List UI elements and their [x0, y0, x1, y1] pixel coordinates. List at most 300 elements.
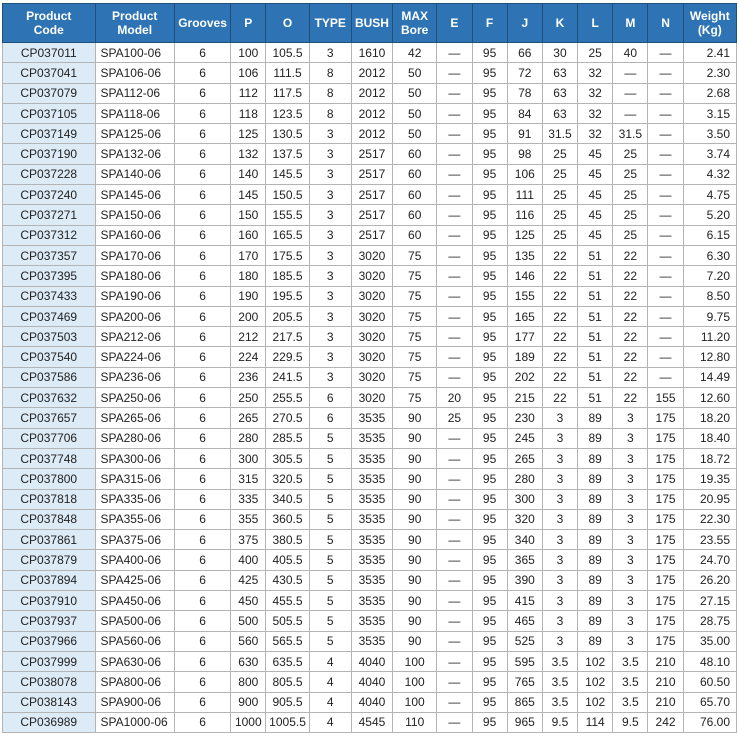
- cell-max-bore: 90: [393, 448, 437, 468]
- header-label: O: [282, 16, 293, 30]
- cell-n: 175: [648, 591, 683, 611]
- cell-m: 25: [613, 144, 648, 164]
- cell-o: 305.5: [266, 448, 309, 468]
- cell-n: 175: [648, 469, 683, 489]
- cell-k: 3: [542, 448, 577, 468]
- cell-j: 965: [507, 712, 542, 732]
- cell-product-code: CP037312: [3, 225, 96, 245]
- cell-grooves: 6: [174, 672, 230, 692]
- cell-weight: 4.32: [683, 164, 736, 184]
- cell-product-code: CP037011: [3, 43, 96, 63]
- cell-p: 236: [231, 367, 266, 387]
- cell-e: —: [437, 692, 472, 712]
- cell-type: 3: [309, 245, 351, 265]
- cell-grooves: 6: [174, 651, 230, 671]
- table-row: [3, 164, 737, 184]
- cell-e: —: [437, 327, 472, 347]
- cell-weight: 23.55: [683, 530, 736, 550]
- cell-type: 3: [309, 266, 351, 286]
- cell-f: 95: [472, 185, 507, 205]
- table-row: [3, 124, 737, 144]
- header-label: P: [244, 16, 253, 30]
- cell-o: 565.5: [266, 631, 309, 651]
- cell-k: 25: [542, 205, 577, 225]
- cell-max-bore: 90: [393, 469, 437, 489]
- cell-type: 3: [309, 144, 351, 164]
- cell-weight: 27.15: [683, 591, 736, 611]
- cell-n: —: [648, 225, 683, 245]
- cell-o: 150.5: [266, 185, 309, 205]
- cell-grooves: 6: [174, 509, 230, 529]
- table-row: [3, 225, 737, 245]
- cell-o: 185.5: [266, 266, 309, 286]
- cell-grooves: 6: [174, 306, 230, 326]
- cell-e: —: [437, 448, 472, 468]
- cell-k: 25: [542, 185, 577, 205]
- cell-product-code: CP037879: [3, 550, 96, 570]
- cell-n: —: [648, 164, 683, 184]
- cell-k: 3.5: [542, 692, 577, 712]
- cell-e: —: [437, 530, 472, 550]
- cell-e: —: [437, 205, 472, 225]
- cell-j: 265: [507, 448, 542, 468]
- cell-j: 66: [507, 43, 542, 63]
- cell-o: 217.5: [266, 327, 309, 347]
- cell-e: —: [437, 43, 472, 63]
- table-row: [3, 651, 737, 671]
- cell-product-code: CP037469: [3, 306, 96, 326]
- header-row: [3, 4, 737, 43]
- cell-product-code: CP037748: [3, 448, 96, 468]
- cell-j: 189: [507, 347, 542, 367]
- cell-j: 146: [507, 266, 542, 286]
- cell-o: 205.5: [266, 306, 309, 326]
- cell-k: 3.5: [542, 651, 577, 671]
- header-weight: [683, 4, 736, 43]
- cell-j: 91: [507, 124, 542, 144]
- cell-j: 865: [507, 692, 542, 712]
- cell-p: 106: [231, 63, 266, 83]
- cell-product-code: CP037357: [3, 245, 96, 265]
- cell-product-code: CP037586: [3, 367, 96, 387]
- cell-p: 170: [231, 245, 266, 265]
- cell-grooves: 6: [174, 286, 230, 306]
- cell-product-model: SPA112-06: [95, 83, 174, 103]
- cell-p: 250: [231, 388, 266, 408]
- cell-product-model: SPA212-06: [95, 327, 174, 347]
- cell-e: 20: [437, 388, 472, 408]
- cell-l: 51: [578, 327, 613, 347]
- cell-max-bore: 75: [393, 327, 437, 347]
- cell-e: —: [437, 489, 472, 509]
- cell-l: 51: [578, 306, 613, 326]
- cell-e: 25: [437, 408, 472, 428]
- cell-product-model: SPA375-06: [95, 530, 174, 550]
- cell-grooves: 6: [174, 63, 230, 83]
- cell-max-bore: 50: [393, 63, 437, 83]
- cell-f: 95: [472, 591, 507, 611]
- cell-n: 242: [648, 712, 683, 732]
- cell-k: 25: [542, 225, 577, 245]
- cell-o: 505.5: [266, 611, 309, 631]
- cell-j: 280: [507, 469, 542, 489]
- cell-type: 3: [309, 205, 351, 225]
- cell-p: 190: [231, 286, 266, 306]
- cell-type: 3: [309, 347, 351, 367]
- cell-product-model: SPA145-06: [95, 185, 174, 205]
- cell-type: 4: [309, 712, 351, 732]
- cell-product-code: CP037818: [3, 489, 96, 509]
- cell-product-model: SPA500-06: [95, 611, 174, 631]
- cell-product-model: SPA1000-06: [95, 712, 174, 732]
- cell-type: 5: [309, 448, 351, 468]
- cell-weight: 8.50: [683, 286, 736, 306]
- cell-grooves: 6: [174, 448, 230, 468]
- cell-n: —: [648, 144, 683, 164]
- table-row: [3, 672, 737, 692]
- cell-p: 212: [231, 327, 266, 347]
- cell-k: 30: [542, 43, 577, 63]
- cell-product-code: CP036989: [3, 712, 96, 732]
- cell-o: 137.5: [266, 144, 309, 164]
- cell-weight: 19.35: [683, 469, 736, 489]
- cell-bush: 3020: [351, 306, 392, 326]
- cell-type: 3: [309, 164, 351, 184]
- cell-e: —: [437, 225, 472, 245]
- cell-type: 5: [309, 631, 351, 651]
- cell-f: 95: [472, 266, 507, 286]
- cell-product-model: SPA170-06: [95, 245, 174, 265]
- cell-weight: 7.20: [683, 266, 736, 286]
- table-row: [3, 63, 737, 83]
- cell-p: 900: [231, 692, 266, 712]
- cell-o: 130.5: [266, 124, 309, 144]
- cell-o: 285.5: [266, 428, 309, 448]
- cell-m: 25: [613, 164, 648, 184]
- cell-product-model: SPA265-06: [95, 408, 174, 428]
- cell-f: 95: [472, 225, 507, 245]
- cell-m: 3: [613, 570, 648, 590]
- cell-grooves: 6: [174, 245, 230, 265]
- cell-weight: 22.30: [683, 509, 736, 529]
- table-row: [3, 712, 737, 732]
- pulley-spec-table: [2, 3, 737, 733]
- cell-p: 112: [231, 83, 266, 103]
- table-row: [3, 469, 737, 489]
- table-row: [3, 428, 737, 448]
- table-row: [3, 631, 737, 651]
- cell-f: 95: [472, 428, 507, 448]
- cell-bush: 3535: [351, 448, 392, 468]
- cell-product-model: SPA200-06: [95, 306, 174, 326]
- cell-n: 210: [648, 672, 683, 692]
- cell-n: —: [648, 367, 683, 387]
- cell-bush: 3535: [351, 631, 392, 651]
- header-label: Model: [117, 23, 153, 37]
- cell-type: 8: [309, 103, 351, 123]
- header-k: [542, 4, 577, 43]
- cell-o: 430.5: [266, 570, 309, 590]
- cell-n: —: [648, 347, 683, 367]
- header-type: [309, 4, 351, 43]
- table-row: [3, 509, 737, 529]
- cell-j: 84: [507, 103, 542, 123]
- cell-l: 45: [578, 205, 613, 225]
- cell-f: 95: [472, 651, 507, 671]
- cell-e: —: [437, 509, 472, 529]
- cell-grooves: 6: [174, 611, 230, 631]
- cell-o: 405.5: [266, 550, 309, 570]
- cell-grooves: 6: [174, 550, 230, 570]
- cell-m: 3: [613, 489, 648, 509]
- cell-f: 95: [472, 83, 507, 103]
- cell-product-code: CP037240: [3, 185, 96, 205]
- cell-o: 145.5: [266, 164, 309, 184]
- cell-bush: 3535: [351, 611, 392, 631]
- cell-bush: 1610: [351, 43, 392, 63]
- cell-m: 22: [613, 245, 648, 265]
- cell-p: 500: [231, 611, 266, 631]
- cell-product-model: SPA140-06: [95, 164, 174, 184]
- cell-product-code: CP037966: [3, 631, 96, 651]
- cell-p: 315: [231, 469, 266, 489]
- cell-max-bore: 75: [393, 388, 437, 408]
- cell-f: 95: [472, 672, 507, 692]
- cell-e: —: [437, 631, 472, 651]
- cell-p: 450: [231, 591, 266, 611]
- cell-product-code: CP037937: [3, 611, 96, 631]
- table-row: [3, 388, 737, 408]
- cell-p: 280: [231, 428, 266, 448]
- cell-product-code: CP037706: [3, 428, 96, 448]
- cell-product-model: SPA100-06: [95, 43, 174, 63]
- cell-weight: 6.15: [683, 225, 736, 245]
- cell-type: 3: [309, 43, 351, 63]
- cell-grooves: 6: [174, 530, 230, 550]
- cell-type: 6: [309, 388, 351, 408]
- header-label: Product: [112, 9, 158, 23]
- cell-o: 455.5: [266, 591, 309, 611]
- cell-bush: 3535: [351, 489, 392, 509]
- cell-p: 118: [231, 103, 266, 123]
- cell-weight: 28.75: [683, 611, 736, 631]
- cell-k: 22: [542, 306, 577, 326]
- cell-p: 150: [231, 205, 266, 225]
- cell-o: 805.5: [266, 672, 309, 692]
- cell-k: 22: [542, 388, 577, 408]
- cell-e: —: [437, 591, 472, 611]
- cell-weight: 12.80: [683, 347, 736, 367]
- cell-e: —: [437, 469, 472, 489]
- table-row: [3, 530, 737, 550]
- cell-bush: 2517: [351, 185, 392, 205]
- cell-type: 5: [309, 591, 351, 611]
- cell-k: 25: [542, 144, 577, 164]
- cell-n: 175: [648, 428, 683, 448]
- cell-n: 175: [648, 570, 683, 590]
- cell-n: 210: [648, 692, 683, 712]
- cell-o: 117.5: [266, 83, 309, 103]
- cell-n: 155: [648, 388, 683, 408]
- cell-type: 5: [309, 509, 351, 529]
- cell-k: 3: [542, 570, 577, 590]
- cell-e: —: [437, 245, 472, 265]
- header-label: Weight: [689, 9, 730, 23]
- cell-l: 114: [578, 712, 613, 732]
- table-row: [3, 489, 737, 509]
- cell-e: —: [437, 672, 472, 692]
- cell-weight: 14.49: [683, 367, 736, 387]
- table-row: [3, 408, 737, 428]
- cell-p: 300: [231, 448, 266, 468]
- cell-max-bore: 60: [393, 205, 437, 225]
- cell-o: 270.5: [266, 408, 309, 428]
- cell-bush: 2517: [351, 205, 392, 225]
- cell-grooves: 6: [174, 205, 230, 225]
- cell-weight: 18.20: [683, 408, 736, 428]
- cell-m: 3: [613, 408, 648, 428]
- cell-f: 95: [472, 408, 507, 428]
- cell-j: 125: [507, 225, 542, 245]
- cell-product-model: SPA425-06: [95, 570, 174, 590]
- cell-bush: 3535: [351, 509, 392, 529]
- cell-type: 3: [309, 185, 351, 205]
- cell-product-model: SPA800-06: [95, 672, 174, 692]
- header-max-bore: [393, 4, 437, 43]
- cell-grooves: 6: [174, 489, 230, 509]
- header-l: [578, 4, 613, 43]
- cell-o: 320.5: [266, 469, 309, 489]
- cell-grooves: 6: [174, 164, 230, 184]
- header-label: MAX: [401, 9, 429, 23]
- cell-k: 22: [542, 245, 577, 265]
- cell-bush: 2012: [351, 83, 392, 103]
- cell-l: 51: [578, 286, 613, 306]
- cell-product-model: SPA190-06: [95, 286, 174, 306]
- cell-f: 95: [472, 550, 507, 570]
- cell-l: 51: [578, 245, 613, 265]
- cell-max-bore: 100: [393, 692, 437, 712]
- cell-weight: 3.15: [683, 103, 736, 123]
- header-label: M: [625, 16, 636, 30]
- cell-grooves: 6: [174, 428, 230, 448]
- cell-o: 241.5: [266, 367, 309, 387]
- cell-j: 390: [507, 570, 542, 590]
- cell-max-bore: 50: [393, 83, 437, 103]
- cell-product-model: SPA400-06: [95, 550, 174, 570]
- cell-n: —: [648, 306, 683, 326]
- cell-type: 3: [309, 225, 351, 245]
- cell-grooves: 6: [174, 408, 230, 428]
- cell-type: 5: [309, 469, 351, 489]
- cell-type: 5: [309, 428, 351, 448]
- cell-bush: 4040: [351, 672, 392, 692]
- cell-max-bore: 110: [393, 712, 437, 732]
- cell-product-code: CP037540: [3, 347, 96, 367]
- cell-product-code: CP037503: [3, 327, 96, 347]
- cell-k: 22: [542, 367, 577, 387]
- cell-k: 3: [542, 591, 577, 611]
- cell-f: 95: [472, 103, 507, 123]
- cell-n: —: [648, 266, 683, 286]
- cell-n: —: [648, 205, 683, 225]
- table-row: [3, 692, 737, 712]
- cell-o: 1005.5: [266, 712, 309, 732]
- table-row: [3, 185, 737, 205]
- table-row: [3, 367, 737, 387]
- cell-m: 22: [613, 286, 648, 306]
- cell-l: 102: [578, 692, 613, 712]
- cell-max-bore: 90: [393, 591, 437, 611]
- table-row: [3, 103, 737, 123]
- cell-m: 3: [613, 631, 648, 651]
- header-label: E: [450, 16, 459, 30]
- cell-n: 175: [648, 489, 683, 509]
- cell-max-bore: 50: [393, 103, 437, 123]
- cell-bush: 3020: [351, 388, 392, 408]
- cell-product-code: CP037910: [3, 591, 96, 611]
- cell-e: —: [437, 103, 472, 123]
- cell-p: 400: [231, 550, 266, 570]
- cell-m: —: [613, 83, 648, 103]
- cell-f: 95: [472, 469, 507, 489]
- cell-n: —: [648, 43, 683, 63]
- header-label: N: [661, 16, 670, 30]
- cell-p: 160: [231, 225, 266, 245]
- cell-m: 9.5: [613, 712, 648, 732]
- cell-weight: 3.74: [683, 144, 736, 164]
- table-row: [3, 570, 737, 590]
- cell-n: 175: [648, 631, 683, 651]
- cell-j: 320: [507, 509, 542, 529]
- cell-m: 40: [613, 43, 648, 63]
- cell-o: 905.5: [266, 692, 309, 712]
- cell-o: 105.5: [266, 43, 309, 63]
- cell-m: 3.5: [613, 672, 648, 692]
- cell-product-model: SPA900-06: [95, 692, 174, 712]
- cell-l: 45: [578, 225, 613, 245]
- cell-weight: 6.30: [683, 245, 736, 265]
- cell-l: 89: [578, 509, 613, 529]
- cell-product-code: CP037894: [3, 570, 96, 590]
- cell-k: 25: [542, 164, 577, 184]
- cell-e: —: [437, 651, 472, 671]
- cell-o: 340.5: [266, 489, 309, 509]
- cell-max-bore: 90: [393, 550, 437, 570]
- cell-l: 102: [578, 651, 613, 671]
- cell-type: 5: [309, 489, 351, 509]
- cell-l: 25: [578, 43, 613, 63]
- cell-e: —: [437, 286, 472, 306]
- cell-j: 78: [507, 83, 542, 103]
- cell-m: —: [613, 63, 648, 83]
- cell-product-model: SPA224-06: [95, 347, 174, 367]
- cell-grooves: 6: [174, 591, 230, 611]
- cell-max-bore: 60: [393, 164, 437, 184]
- header-label: Code: [33, 23, 64, 37]
- cell-weight: 26.20: [683, 570, 736, 590]
- cell-p: 355: [231, 509, 266, 529]
- cell-product-code: CP037861: [3, 530, 96, 550]
- cell-l: 51: [578, 347, 613, 367]
- cell-max-bore: 100: [393, 651, 437, 671]
- cell-max-bore: 90: [393, 631, 437, 651]
- cell-n: —: [648, 63, 683, 83]
- cell-k: 22: [542, 286, 577, 306]
- cell-grooves: 6: [174, 469, 230, 489]
- cell-weight: 2.41: [683, 43, 736, 63]
- cell-o: 111.5: [266, 63, 309, 83]
